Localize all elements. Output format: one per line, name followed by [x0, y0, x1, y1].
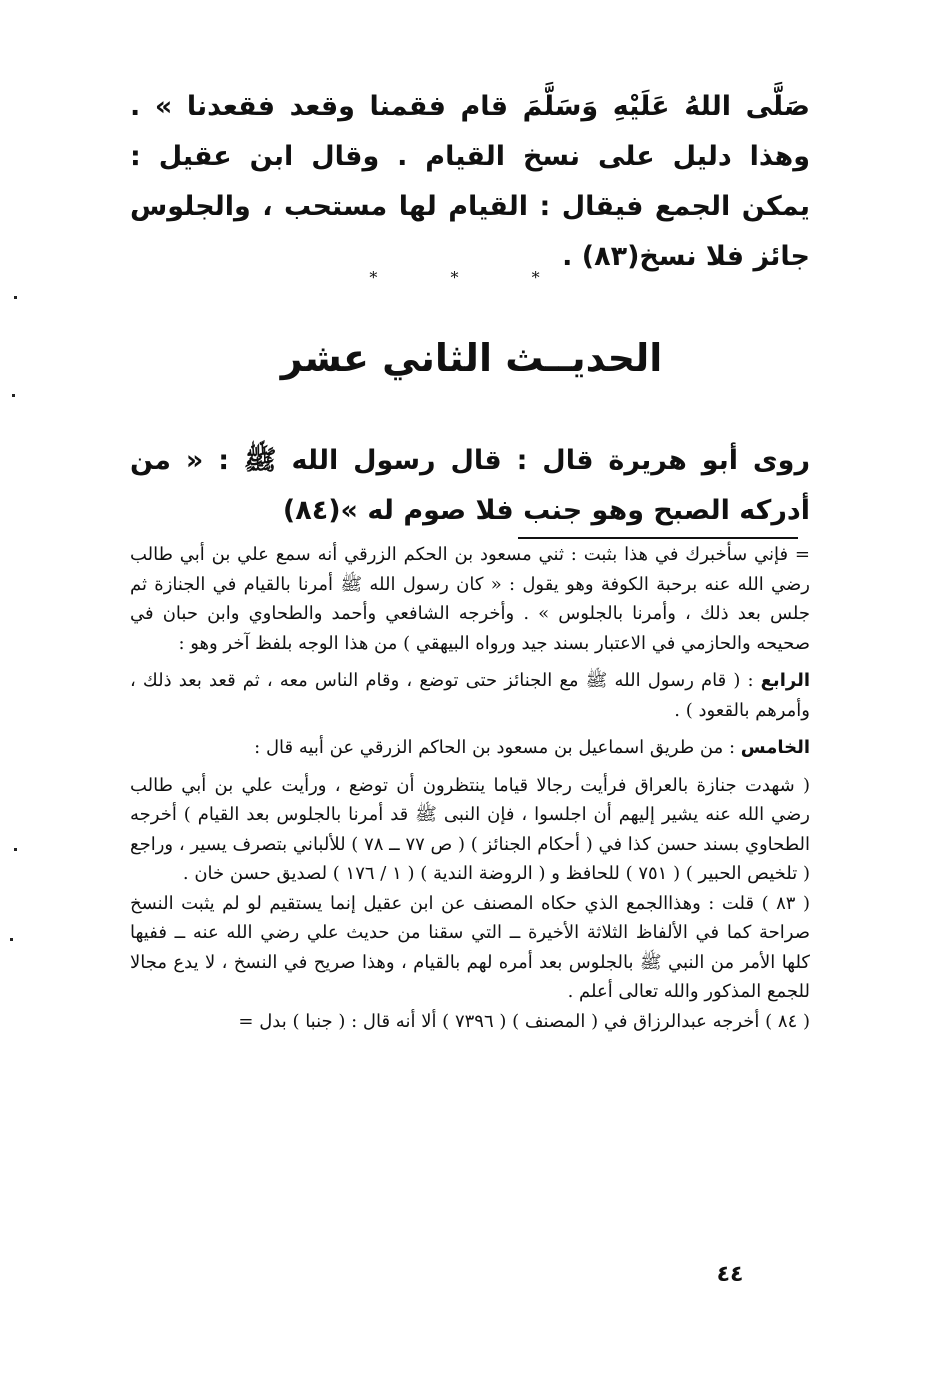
footnote-fifth-text: : من طريق اسماعيل بن مسعود بن الحاكم الزرقي عن أبيه قال :: [254, 737, 741, 758]
hadith-text: روى أبو هريرة قال : قال رسول الله ﷺ : « من أدركه الصبح وهو جنب فلا صوم له »(٨٤): [130, 445, 810, 526]
section-separator: * * *: [369, 268, 574, 287]
footnotes: [130, 540, 810, 1036]
footnote-83: ( ٨٣ ) قلت : وهذاالجمع الذي حكاه المصنف عن ابن عقيل إنما يستقيم لو لم يثبت النسخ صراحة كما في الألفاظ الثلاثة الأخيرة ــ التي سقنا من حديث علي رضي الله عنه ــ ففيها كلها الأمر من النبي ﷺ بالجلوس بعد أمره لهم بالقيام ، وهذا صريح في النسخ ، لا يدع مجالا للجمع المذكور والله تعالى أعلم .: [130, 892, 810, 1002]
footnote-fourth-label: الرابع: [760, 670, 810, 691]
footnote-fourth: [130, 666, 810, 725]
footnote-quote: ( شهدت جنازة بالعراق فرأيت رجالا قياما ينتظرون أن توضع ، ورأيت علي بن أبي طالب رضي الله عنه يشير إليهم أن اجلسوا ، فإن النبى ﷺ قد أمرنا بالجلوس بعد القيام ) أخرجه الطحاوي بسند حسن كذا في ( أحكام الجنائز ) ( ص ٧٧ ــ ٧٨ ) للألباني بتصرف يسير ، وراجع ( تلخيص الحبير ) ( ٧٥١ ) للحافظ و ( الروضة الندية ) ( ١ / ١٧٦ ) لصديق حسن خان .: [130, 774, 811, 884]
footnote-84: ( ٨٤ ) أخرجه عبدالرزاق في ( المصنف ) ( ٧٣٩٦ ) ألا أنه قال : ( جنبا ) بدل =: [238, 1010, 810, 1032]
footnote-fifth-label: الخامس: [740, 737, 810, 758]
section-heading: الحديــث الثاني عشر: [280, 336, 663, 380]
footnote-fourth-text: : ( قام رسول الله ﷺ مع الجنائز حتى توضع ، وقام الناس معه ، ثم قعد بعد ذلك ، وأمرهم بالقعود ) .: [130, 670, 810, 721]
scan-speck: [14, 848, 17, 851]
footnote-rule: [518, 537, 798, 539]
intro-paragraph: صَلَّى اللهُ عَلَيْهِ وَسَلَّمَ قام فقمنا وقعد فقعدنا » . وهذا دليل على نسخ القيام . وقال ابن عقيل : يمكن الجمع فيقال : القيام لها مستحب ، والجلوس جائز فلا نسخ(٨٣) .: [130, 91, 810, 272]
footnote-fifth: [130, 733, 810, 763]
footnote-continuation: = فإني سأخبرك في هذا بثبت : ثني مسعود بن الحكم الزرقي أنه سمع علي بن أبي طالب رضي الله عنه برحبة الكوفة وهو يقول : « كان رسول الله ﷺ أمرنا بالقيام في الجنازة ثم جلس بعد ذلك ، وأمرنا بالجلوس » . وأخرجه الشافعي وأحمد والطحاوي وابن حبان في صحيحه والحازمي في الاعتبار بسند جيد ورواه البيهقي ) من هذا الوجه بلفظ آخر وهو :: [130, 544, 810, 654]
page-number: ٤٤: [716, 1262, 744, 1287]
scan-speck: [14, 296, 17, 299]
scan-speck: [12, 394, 15, 397]
scan-speck: [10, 938, 13, 941]
